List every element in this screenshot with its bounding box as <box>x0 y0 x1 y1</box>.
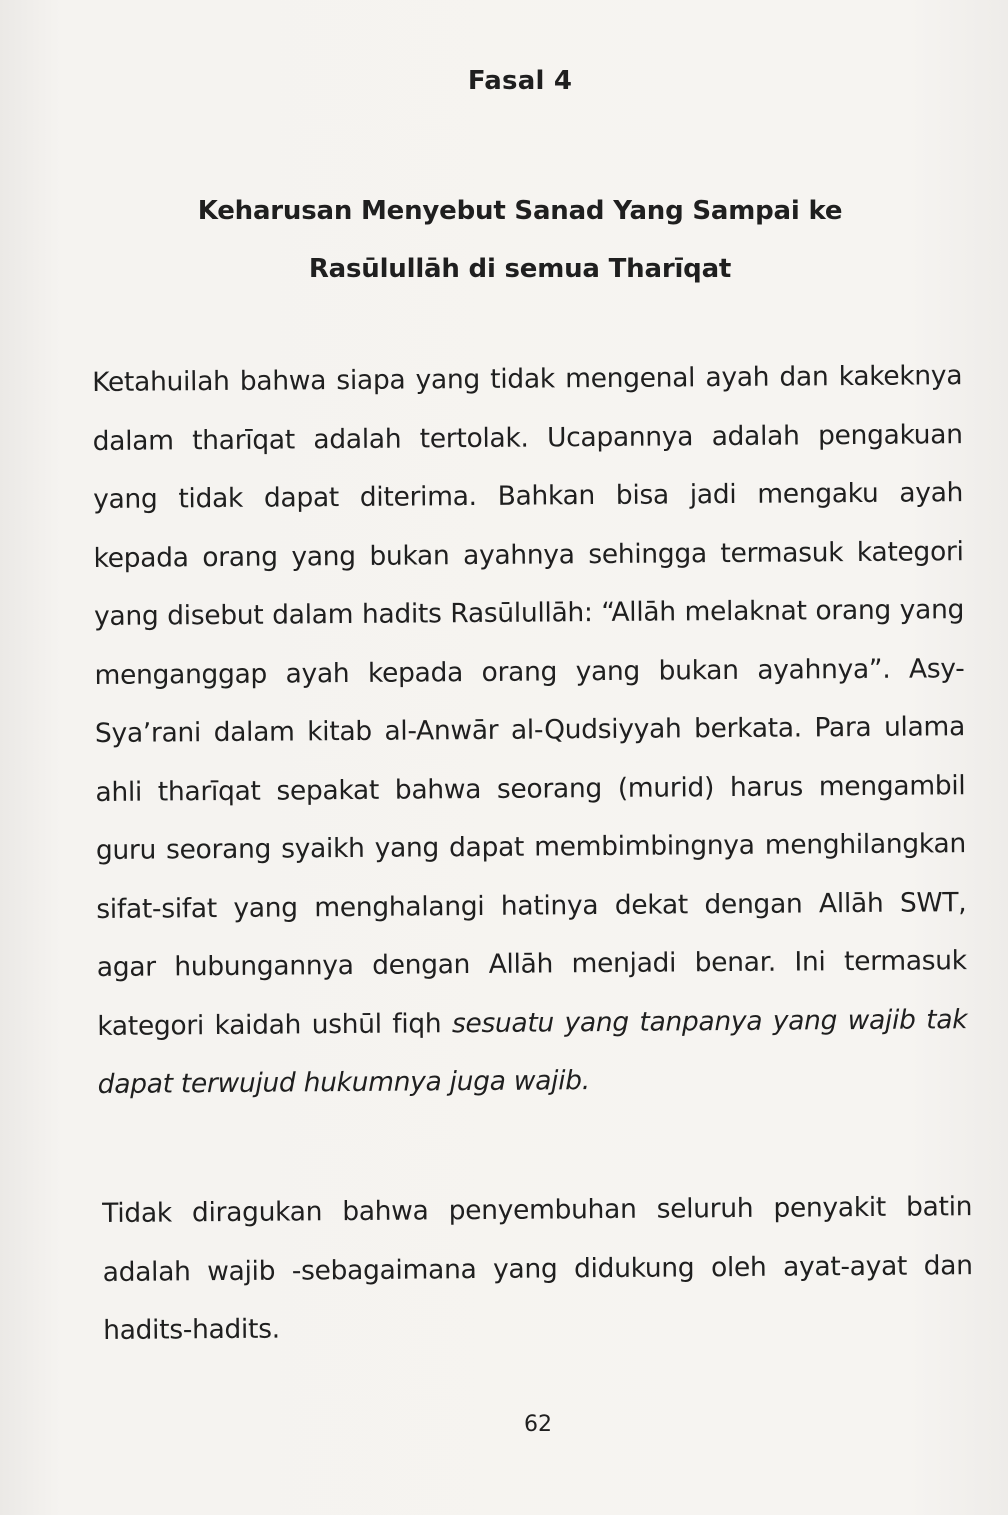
paragraph-1-italic-rule: sesuatu yang tanpanya yang wajib tak dapat terwujud hukumnya juga wajib. <box>97 1003 968 1100</box>
chapter-heading: Fasal 4 <box>467 66 573 96</box>
chapter-title-line-1: Keharusan Menyebut Sanad Yang Sampai ke <box>197 196 843 226</box>
page-number: 62 <box>524 1412 552 1437</box>
paragraph-1-text: Ketahuilah bahwa siapa yang tidak mengenal ayah dan kakeknya dalam tharīqat adalah tertolak. Ucapannya adalah pengakuan yang tidak dapat diterima. Bahkan bisa jadi mengaku ayah kepada orang yang bukan ayahnya sehingga termasuk kategori yang disebut dalam hadits Rasūlullāh: “Allāh melaknat orang yang menganggap ayah kepada orang yang bukan ayahnya”. Asy-Sya’rani dalam kitab al-Anwār al-Qudsiyyah berkata. Para ulama ahli tharīqat sepakat bahwa seorang (murid) harus mengambil guru seorang syaikh yang dapat membimbingnya menghilangkan sifat-sifat yang menghalangi hatinya dekat dengan Allāh SWT, agar hubungannya dengan Allāh menjadi benar. Ini termasuk kategori kaidah ushūl fiqh <box>92 360 967 1042</box>
chapter-title <box>110 182 930 298</box>
body-paragraph-2: Tidak diragukan bahwa penyembuhan seluruh penyakit batin adalah wajib -sebagaimana yang didukung oleh ayat-ayat dan hadits-hadits. <box>102 1191 973 1346</box>
chapter-title-line-2: Rasūlullāh di semua Tharīqat <box>308 254 732 284</box>
body-paragraph-1 <box>92 347 968 1114</box>
